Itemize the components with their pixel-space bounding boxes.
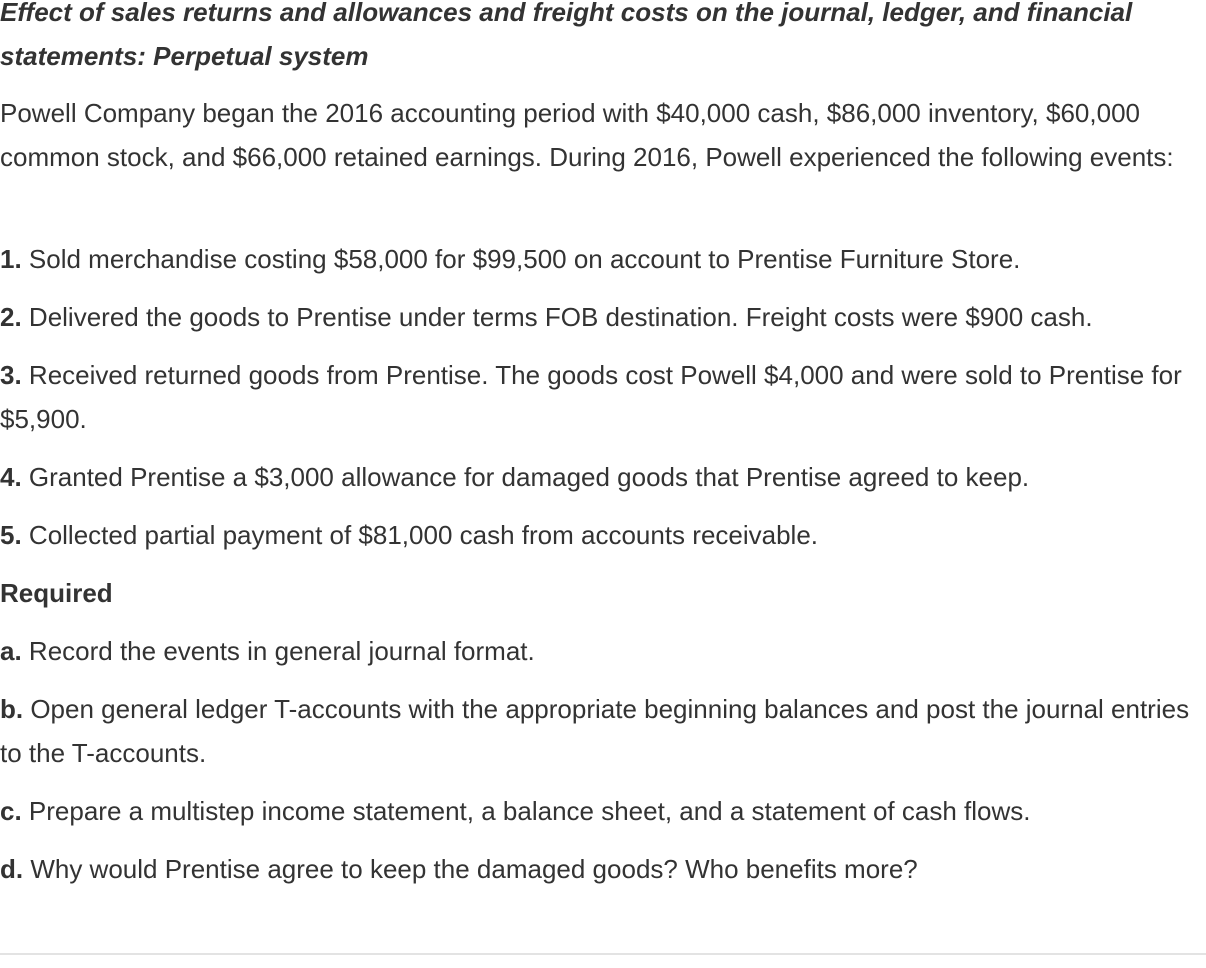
event-number-1: 1. bbox=[0, 244, 22, 274]
requirement-label-d: d. bbox=[0, 854, 24, 884]
event-item-1 bbox=[0, 237, 1020, 281]
event-number-5: 5. bbox=[0, 520, 22, 550]
required-heading: Required bbox=[0, 578, 113, 608]
requirement-label-a: a. bbox=[0, 636, 22, 666]
requirement-c bbox=[0, 789, 1030, 833]
requirement-text-d: Why would Prentise agree to keep the damaged goods? Who benefits more? bbox=[23, 854, 918, 884]
requirement-text-c: Prepare a multistep income statement, a balance sheet, and a statement of cash flows. bbox=[21, 796, 1031, 826]
event-item-5 bbox=[0, 513, 818, 557]
requirement-a bbox=[0, 629, 535, 673]
event-text-1: Sold merchandise costing $58,000 for $99,500 on account to Prentise Furniture Store. bbox=[21, 244, 1021, 274]
requirement-label-c: c. bbox=[0, 796, 22, 826]
event-text-5: Collected partial payment of $81,000 cash from accounts receivable. bbox=[21, 520, 819, 550]
problem-title: Effect of sales returns and allowances and freight costs on the journal, ledger, and financial statements: Perpetual system bbox=[0, 0, 1133, 71]
requirement-b bbox=[0, 687, 1200, 775]
event-text-2: Delivered the goods to Prentise under terms FOB destination. Freight costs were $900 cash. bbox=[21, 302, 1093, 332]
requirement-text-b: Open general ledger T-accounts with the appropriate beginning balances and post the journal entries to the T-accounts. bbox=[0, 694, 1190, 768]
requirement-d bbox=[0, 847, 918, 891]
event-number-4: 4. bbox=[0, 462, 22, 492]
event-text-4: Granted Prentise a $3,000 allowance for damaged goods that Prentise agreed to keep. bbox=[21, 462, 1030, 492]
event-item-4 bbox=[0, 455, 1029, 499]
problem-intro: Powell Company began the 2016 accounting period with $40,000 cash, $86,000 inventory, $60,000 common stock, and $66,000 retained earnings. During 2016, Powell experienced the following events: bbox=[0, 98, 1174, 172]
event-item-3 bbox=[0, 353, 1190, 441]
requirement-text-a: Record the events in general journal format. bbox=[21, 636, 535, 666]
event-text-3: Received returned goods from Prentise. The goods cost Powell $4,000 and were sold to Prentise for $5,900. bbox=[0, 360, 1182, 434]
event-number-2: 2. bbox=[0, 302, 22, 332]
event-number-3: 3. bbox=[0, 360, 22, 390]
bottom-divider bbox=[0, 953, 1206, 955]
event-item-2 bbox=[0, 295, 1093, 339]
requirement-label-b: b. bbox=[0, 694, 24, 724]
